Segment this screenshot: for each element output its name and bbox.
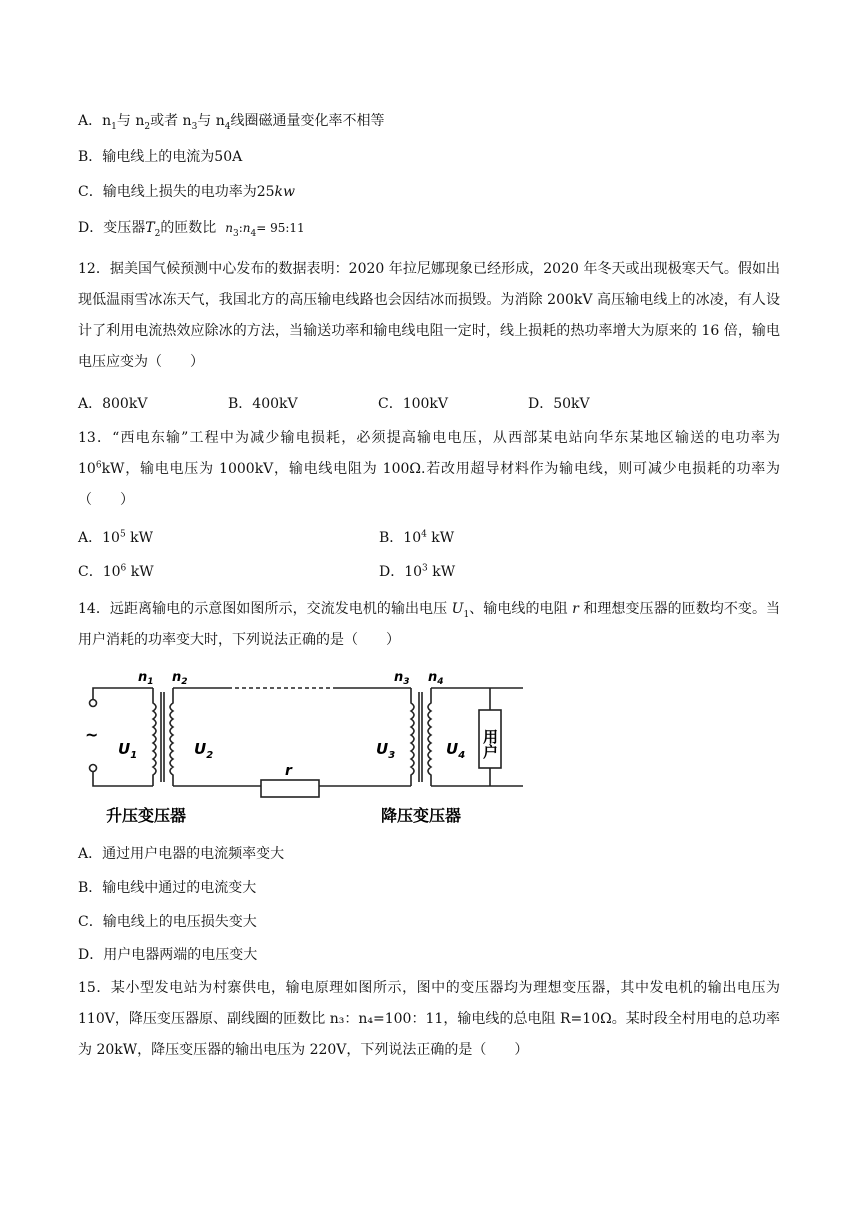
- q14-option-c: C．输电线上的电压损失变大: [78, 914, 257, 930]
- u4-label: $U_4$: [446, 740, 466, 761]
- step-up-transformer-label: 升压变压器: [106, 806, 187, 825]
- transmission-diagram: [78, 668, 528, 830]
- ac-source-symbol: ~: [85, 725, 99, 744]
- q11-option-a: A．$n_1$与 $n_2$或者 $n_3$与 $n_4$线圈磁通量变化率不相等: [78, 113, 385, 132]
- n1-label: $n_1$: [138, 670, 154, 687]
- q11-option-d: D．变压器$T_2$的匝数比 $n_3:n_4=$ 95:11: [78, 220, 305, 239]
- step-down-transformer-label: 降压变压器: [381, 806, 462, 825]
- n4-label: $n_4$: [428, 670, 444, 687]
- load-label: 用户: [481, 729, 499, 759]
- q11-option-b: B．输电线上的电流为50A: [78, 149, 243, 165]
- u1-label: $U_1$: [118, 740, 138, 761]
- q12-option-c: C．100kV: [378, 396, 449, 412]
- q11-option-c: C．输电线上损失的电功率为25kw: [78, 184, 296, 200]
- q14-option-a: A．通过用户电器的电流频率变大: [78, 846, 285, 862]
- q14-option-b: B．输电线中通过的电流变大: [78, 880, 257, 896]
- u3-label: $U_3$: [376, 740, 396, 761]
- n2-label: $n_2$: [172, 670, 188, 687]
- n3-label: $n_3$: [394, 670, 410, 687]
- q14-option-d: D．用户电器两端的电压变大: [78, 947, 258, 963]
- u2-label: $U_2$: [194, 740, 214, 761]
- q12-stem: 12．据美国气候预测中心发布的数据表明：2020 年拉尼娜现象已经形成，2020 年冬天或出现极寒天气。假如出现低温雨雪冰冻天气，我国北方的高压输电线路也会因结冰而损毁。为消除 200kV 高压输电线上的冰凌，有人设计了利用电流热效应除冰的方法，当输送功率和输电线电阻一定时，线上损耗的热功率增大为原来的 16 倍，输电电压应变为（ ）: [78, 261, 780, 370]
- q12-option-d: D．50kV: [528, 396, 590, 412]
- resistor-label: r: [285, 763, 292, 779]
- q13-option-b: B．$10^4$ kW: [379, 529, 455, 546]
- q14-stem: 14．远距离输电的示意图如图所示，交流发电机的输出电压 $U_1$、输电线的电阻 r 和理想变压器的匝数均不变。当用户消耗的功率变大时，下列说法正确的是（ ）: [78, 601, 780, 648]
- q12-option-b: B．400kV: [228, 396, 298, 412]
- q12-options: [78, 394, 780, 414]
- q12-option-a: A．800kV: [78, 396, 148, 412]
- q13-option-d: D．$10^3$ kW: [379, 563, 456, 580]
- q13-option-a: A．$10^5$ kW: [78, 529, 153, 546]
- q13-option-c: C．$10^6$ kW: [78, 563, 154, 580]
- q15-stem: 15．某小型发电站为村寨供电，输电原理如图所示，图中的变压器均为理想变压器，其中发电机的输出电压为 110V，降压变压器原、副线圈的匝数比 n₃：n₄=100：11，输电线的总电阻 R=10Ω。某时段全村用电的总功率为 20kW，降压变压器的输出电压为 220V，下列说法正确的是（ ）: [78, 980, 780, 1058]
- q13-stem: 13．“西电东输”工程中为减少输电损耗，必须提高输电电压，从西部某电站向华东某地区输送的电功率为 $10^6kW$，输电电压为 1000kV，输电线电阻为 100Ω.若改用超导材料作为输电线，则可减少电损耗的功率为（ ）: [78, 430, 780, 508]
